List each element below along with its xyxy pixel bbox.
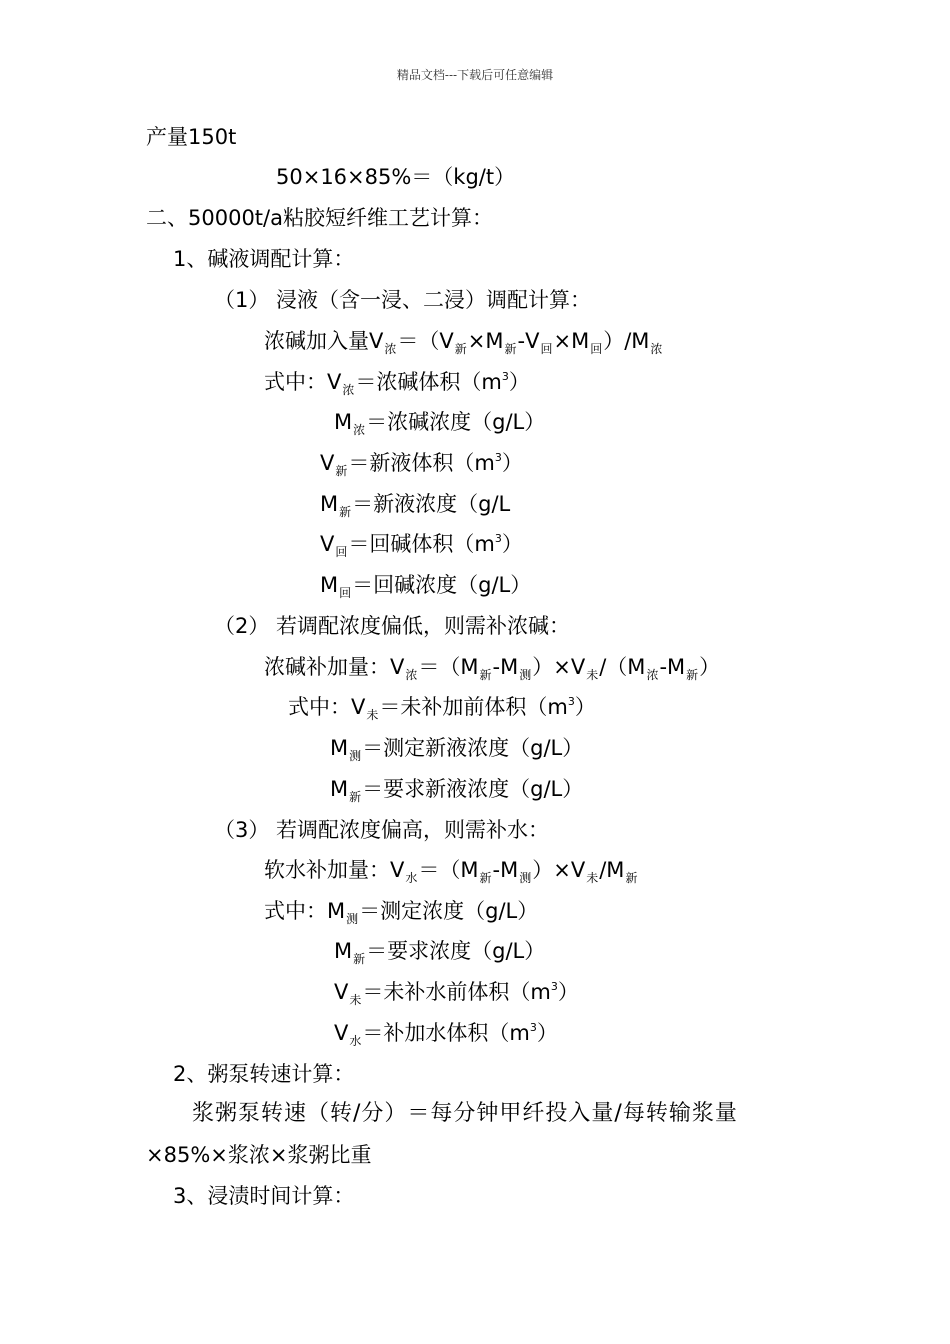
formula-3: 软水补加量：$V_水=(M_新-M_测)\times V_未/M_新$ [264, 858, 638, 885]
subsection-1-heading: 1、碱液调配计算： [173, 247, 355, 271]
subsection-3-heading: 3、浸渍时间计算： [173, 1184, 355, 1208]
paragraph-line: ×85%×浆浓×浆粥比重 [146, 1143, 372, 1167]
section-2-heading: 二、50000t/a粘胶短纤维工艺计算： [146, 206, 493, 230]
item-2-heading: （2） 若调配浓度偏低，则需补浓碱： [214, 614, 571, 638]
where-line: 式中：$M_测=$测定浓度（g/L） [264, 899, 539, 926]
where-line: $V_新=$新液体积$(m^3)$ [320, 451, 523, 478]
page-header: 精品文档---下载后可任意编辑 [396, 68, 554, 82]
where-line: $M_测=$测定新液浓度（g/L） [330, 736, 584, 763]
paragraph-line: 浆粥泵转速（转/分）＝每分钟甲纤投入量/每转输浆量 [192, 1101, 738, 1126]
where-line: $M_回=$回碱浓度（g/L） [320, 573, 532, 600]
formula-1: 浓碱加入量$V_浓=(V_新\times M_新-V_回\times M_回)/M_浓$ [264, 329, 663, 356]
output-line: 产量150t [146, 125, 237, 149]
calc-line: 50×16×85%＝（kg/t） [276, 165, 516, 189]
where-line: $M_新=$要求新液浓度（g/L） [330, 777, 584, 804]
where-line: $V_未=$未补水前体积$(m^3)$ [334, 980, 579, 1007]
where-line: $M_浓=$浓碱浓度（g/L） [334, 410, 546, 437]
formula-2: 浓碱补加量：$V_浓=(M_新-M_测)\times V_未/(M_浓-M_新)$ [264, 655, 721, 682]
subsection-2-heading: 2、粥泵转速计算： [173, 1062, 355, 1086]
item-1-heading: （1） 浸液（含一浸、二浸）调配计算： [214, 288, 592, 312]
where-line: $M_新=$要求浓度（g/L） [334, 939, 546, 966]
where-line: $V_回=$回碱体积$(m^3)$ [320, 532, 523, 559]
where-line: 式中：$V_浓=$浓碱体积$(m^3)$ [264, 370, 530, 397]
item-3-heading: （3） 若调配浓度偏高，则需补水： [214, 818, 550, 842]
where-line: 式中：$V_未=$未补加前体积$(m^3)$ [288, 695, 596, 722]
where-line: $M_新=$新液浓度（g/L [320, 492, 511, 519]
where-line: $V_水=$补加水体积$(m^3)$ [334, 1021, 558, 1048]
